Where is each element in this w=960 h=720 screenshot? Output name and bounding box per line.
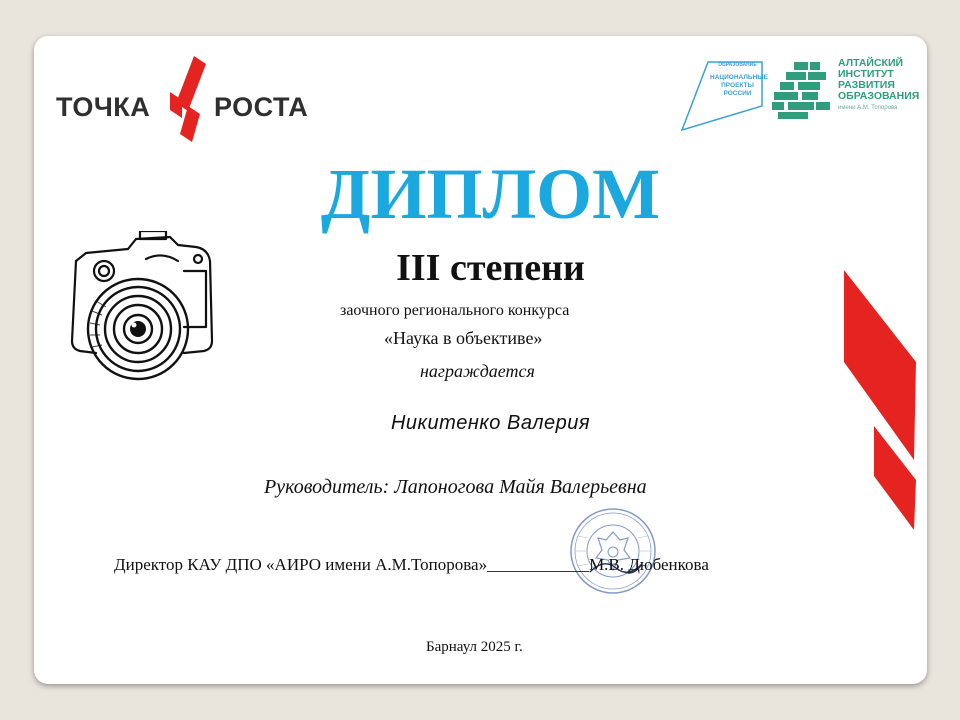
- np-line-1: НАЦИОНАЛЬНЫЕ: [710, 74, 768, 81]
- diploma-degree: III степени: [396, 247, 585, 289]
- supervisor-line: Руководитель: Лапоногова Майя Валерьевна: [264, 476, 647, 498]
- winner-name: Никитенко Валерия: [390, 412, 591, 434]
- airo-emblem-icon: [772, 62, 834, 120]
- director-signature-line: Директор КАУ ДПО «АИРО имени А.М.Топорова»____________М.В. Дюбенкова: [114, 555, 709, 574]
- airo-name: [838, 58, 927, 114]
- airo-logo: [772, 58, 922, 123]
- diploma-title: ДИПЛОМ: [320, 154, 661, 234]
- logo-word-tochka: ТОЧКА: [56, 92, 151, 122]
- diploma-sheet: [34, 36, 927, 684]
- seal-stamp: [568, 506, 658, 596]
- np-line-3: РОССИИ: [723, 90, 752, 97]
- tochka-rosta-logo: [56, 56, 326, 146]
- airo-subtitle: имени А.М. Топорова: [838, 105, 898, 111]
- airo-line-2: ИНСТИТУТ: [838, 68, 894, 80]
- awarded-label: награждается: [420, 361, 535, 381]
- np-top-label: ОБРАЗОВАНИЕ: [718, 62, 757, 68]
- airo-line-3: РАЗВИТИЯ: [838, 79, 895, 91]
- logo-word-rosta: РОСТА: [214, 92, 309, 122]
- national-projects-logo: [680, 56, 768, 132]
- np-line-2: ПРОЕКТЫ: [721, 82, 754, 89]
- city-year: Барнаул 2025 г.: [426, 639, 523, 655]
- red-ribbon-decoration: [840, 270, 926, 530]
- airo-line-4: ОБРАЗОВАНИЯ: [838, 90, 920, 102]
- airo-line-1: АЛТАЙСКИЙ: [838, 57, 904, 69]
- contest-name: «Наука в объективе»: [384, 328, 543, 348]
- logo-red-ribbon-icon: [166, 56, 212, 146]
- contest-type: заочного регионального конкурса: [340, 302, 570, 319]
